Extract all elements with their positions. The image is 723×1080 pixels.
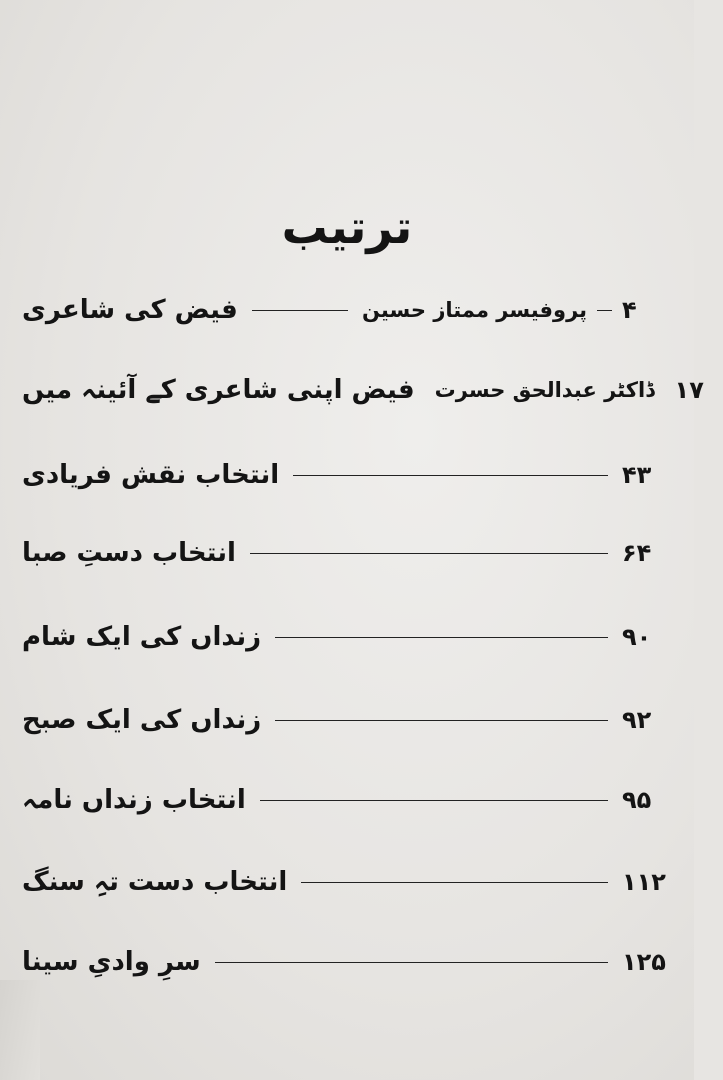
entry-title: انتخاب زنداں نامہ bbox=[22, 785, 246, 815]
entry-page: ۴۳ bbox=[622, 461, 652, 489]
entry-title: انتخاب دستِ صبا bbox=[22, 538, 236, 568]
entry-page: ۹۰ bbox=[622, 623, 652, 651]
entry-title: فیض اپنی شاعری کے آئینہ میں bbox=[22, 375, 415, 405]
page-fold bbox=[0, 980, 40, 1080]
toc-entry bbox=[22, 780, 670, 820]
toc-entry bbox=[22, 862, 670, 902]
entry-title: زنداں کی ایک شام bbox=[22, 622, 262, 652]
leader-line bbox=[275, 720, 608, 721]
toc-entry bbox=[22, 617, 670, 657]
entry-title: انتخاب دست تہِ سنگ bbox=[22, 867, 288, 897]
leader-line bbox=[597, 310, 612, 311]
entry-page: ۹۵ bbox=[622, 786, 652, 814]
entry-title: زنداں کی ایک صبح bbox=[22, 705, 262, 735]
toc-entry bbox=[22, 290, 670, 330]
entry-page: ۴ bbox=[622, 296, 637, 324]
leader-line bbox=[215, 962, 608, 963]
entry-title: سرِ وادیِ سینا bbox=[22, 947, 201, 977]
toc-entry bbox=[22, 370, 704, 410]
entry-title: فیض کی شاعری bbox=[22, 295, 238, 325]
toc-entry bbox=[22, 700, 670, 740]
toc-entry bbox=[22, 455, 670, 495]
leader-line bbox=[260, 800, 608, 801]
leader-line bbox=[252, 310, 348, 311]
entry-author: ڈاکٹر عبدالحق حسرت bbox=[434, 378, 655, 402]
entry-page: ۹۲ bbox=[622, 706, 652, 734]
entry-page: ۱۲۵ bbox=[622, 948, 666, 976]
entry-author: پروفیسر ممتاز حسین bbox=[362, 298, 588, 322]
entry-page: ۱۱۲ bbox=[622, 868, 666, 896]
toc-entry bbox=[22, 533, 670, 573]
page-title: ترتیب bbox=[281, 200, 413, 254]
leader-line bbox=[250, 553, 608, 554]
toc-entry bbox=[22, 942, 670, 982]
entry-page: ۶۴ bbox=[622, 539, 652, 567]
leader-line bbox=[293, 475, 608, 476]
leader-line bbox=[275, 637, 608, 638]
entry-title: انتخاب نقش فریادی bbox=[22, 460, 280, 490]
leader-line bbox=[301, 882, 608, 883]
entry-page: ۱۷ bbox=[674, 376, 704, 404]
